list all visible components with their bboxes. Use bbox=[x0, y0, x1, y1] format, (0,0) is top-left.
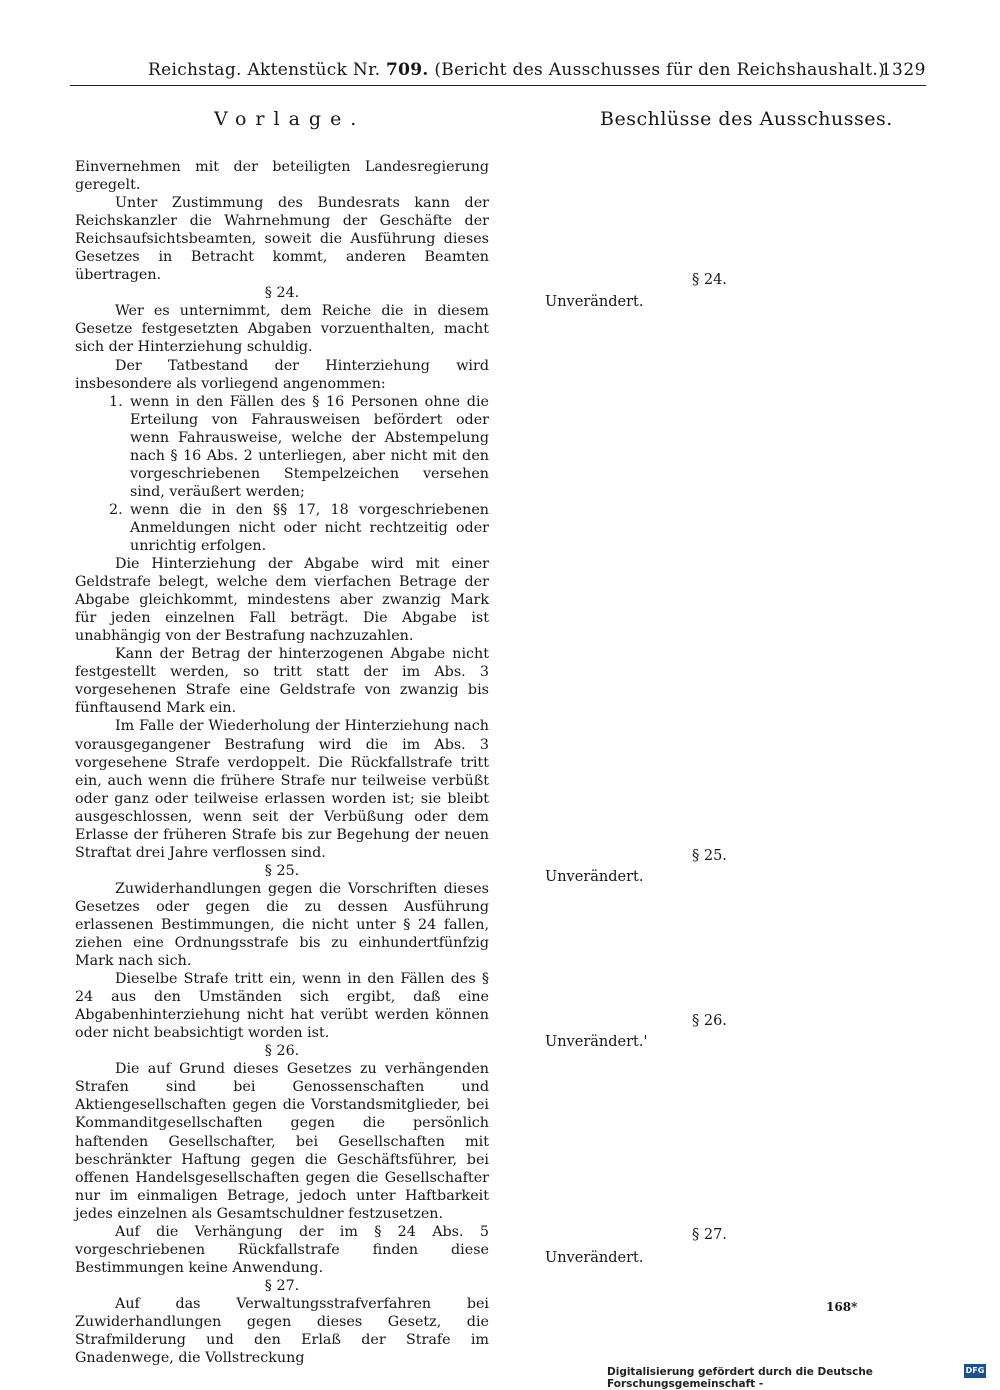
printer-signature: 168* bbox=[826, 1300, 858, 1314]
section-27-paragraph-1: Auf das Verwaltungsstrafverfahren bei Zuwiderhandlungen gegen dieses Gesetz, die Strafmilderung und den Erlaß der Strafe im Gnadenwege, die Vollstreckung bbox=[75, 1295, 489, 1367]
decision-27-heading: § 27. bbox=[692, 1227, 727, 1243]
section-27-heading: § 27. bbox=[264, 1277, 300, 1294]
section-24-paragraph-2: Der Tatbestand der Hinterziehung wird insbesondere als vorliegend angenommen: bbox=[75, 357, 489, 392]
decision-26-heading: § 26. bbox=[692, 1013, 727, 1029]
list-item-text: wenn die in den §§ 17, 18 vorgeschriebenen Anmeldungen nicht oder nicht rechtzeitig oder unrichtig erfolgen. bbox=[130, 501, 489, 554]
section-25-paragraph-2: Dieselbe Strafe tritt ein, wenn in den Fällen des § 24 aus den Umständen sich ergibt, daß eine Abgabenhinterziehung nicht hat verübt werden können oder nicht beabsichtigt worden ist. bbox=[75, 971, 489, 1042]
decision-24-heading: § 24. bbox=[692, 272, 727, 288]
list-item-number: 1. bbox=[109, 393, 123, 410]
list-item-text: wenn in den Fällen des § 16 Personen ohne die Erteilung von Fahrausweisen befördert oder wenn Fahrausweise, welche der Abstempelung nach § 16 Abs. 2 unterliegen, aber nicht mit den vorgeschriebenen Stempelzeichen versehen sind, veräußert werden; bbox=[130, 393, 489, 500]
section-24-list bbox=[75, 393, 489, 555]
column-heading-vorlage: Vorlage. bbox=[214, 108, 366, 130]
header-title bbox=[148, 60, 885, 80]
column-heading-beschluesse: Beschlüsse des Ausschusses. bbox=[600, 108, 893, 130]
section-26-paragraph-1: Die auf Grund dieses Gesetzes zu verhängenden Strafen sind bei Genossenschaften und Aktiengesellschaften gegen die Vorstandsmitglieder, bei Kommanditgesellschaften gegen die persönlich haftenden Gesellschafter, bei Gesellschaften mit beschränkter Haftung gegen die Geschäftsführer, bei offenen Handelsgesellschaften gegen die Gesellschafter nur im einmaligen Betrage, jedoch unter Haftbarkeit jedes einzelnen als Gesamtschuldner festzusetzen. bbox=[75, 1061, 489, 1222]
list-item-number: 2. bbox=[109, 501, 123, 518]
section-26-heading: § 26. bbox=[264, 1043, 300, 1060]
decision-25-text: Unverändert. bbox=[545, 869, 644, 885]
section-24-paragraph-4: Kann der Betrag der hinterzogenen Abgabe nicht festgestellt werden, so tritt statt der im Abs. 3 vorgesehenen Strafe eine Geldstrafe von zwanzig bis fünftausend Mark ein. bbox=[75, 646, 489, 717]
header-title-suffix: (Bericht des Ausschusses für den Reichshaushalt.) bbox=[428, 60, 886, 80]
decision-26-text: Unverändert.' bbox=[545, 1034, 648, 1050]
section-25-paragraph-1: Zuwiderhandlungen gegen die Vorschriften dieses Gesetzes oder gegen die zu dessen Ausführung erlassenen Bestimmungen, die nicht unter § 24 fallen, ziehen eine Ordnungsstrafe bis zu einhundertfünfzig Mark nach sich. bbox=[75, 880, 489, 970]
section-25-heading: § 25. bbox=[264, 862, 300, 879]
section-24-heading: § 24. bbox=[264, 285, 300, 302]
vorlage-column bbox=[75, 158, 489, 1367]
decision-25-heading: § 25. bbox=[692, 848, 727, 864]
section-26-paragraph-2: Auf die Verhängung der im § 24 Abs. 5 vorgeschriebenen Rückfallstrafe finden diese Bestimmungen keine Anwendung. bbox=[75, 1223, 489, 1276]
dfg-logo: DFG bbox=[964, 1364, 986, 1378]
header-rule bbox=[70, 85, 926, 86]
section-24-paragraph-1: Wer es unternimmt, dem Reiche die in diesem Gesetze festgesetzten Abgaben vorzuenthalten, macht sich der Hinterziehung schuldig. bbox=[75, 303, 489, 356]
page-number: 1329 bbox=[880, 60, 926, 80]
decision-24-text: Unverändert. bbox=[545, 294, 644, 310]
page-header bbox=[118, 58, 926, 86]
list-item bbox=[75, 393, 489, 501]
intro-paragraph-1: Einvernehmen mit der beteiligten Landesregierung geregelt. bbox=[75, 159, 489, 194]
intro-paragraph-2: Unter Zustimmung des Bundesrats kann der Reichskanzler die Wahrnehmung der Geschäfte der Reichsaufsichtsbeamten, soweit die Ausführung dieses Gesetzes in Betracht kommt, anderen Beamten übertragen. bbox=[75, 195, 489, 284]
footer-credit: Digitalisierung gefördert durch die Deutsche Forschungsgemeinschaft - bbox=[607, 1366, 873, 1390]
section-24-paragraph-5: Im Falle der Wiederholung der Hinterziehung nach vorausgegangener Bestrafung wird die im Abs. 3 vorgesehene Strafe verdoppelt. Die Rückfallstrafe tritt ein, auch wenn die frühere Strafe nur teilweise verbüßt oder ganz oder teilweise erlassen worden ist; sie bleibt ausgeschlossen, wenn seit der Verbüßung oder dem Erlasse der früheren Strafe bis zur Begehung der neuen Straftat drei Jahre verflossen sind. bbox=[75, 718, 489, 861]
document-number: 709. bbox=[386, 60, 429, 80]
header-title-prefix: Reichstag. Aktenstück Nr. bbox=[148, 60, 387, 80]
list-item bbox=[75, 501, 489, 555]
decision-27-text: Unverändert. bbox=[545, 1250, 644, 1266]
section-24-paragraph-3: Die Hinterziehung der Abgabe wird mit einer Geldstrafe belegt, welche dem vierfachen Betrage der Abgabe gleichkommt, mindestens aber zwanzig Mark für jeden einzelnen Fall beträgt. Die Abgabe ist unabhängig von der Bestrafung nachzuzahlen. bbox=[75, 556, 489, 645]
